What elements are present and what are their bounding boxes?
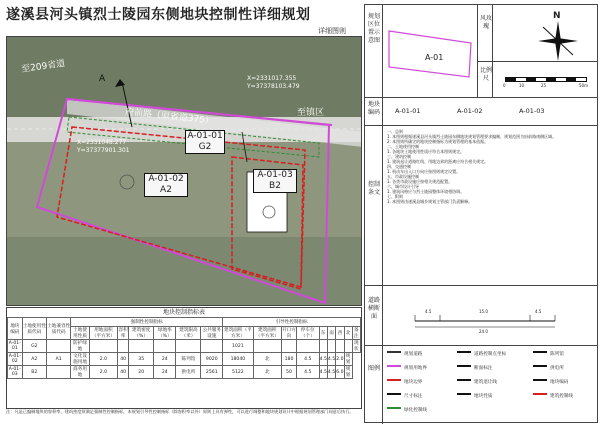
legend-label: 陈列馆 (550, 352, 564, 357)
table-header-cell: 建筑密度（%） (129, 327, 154, 340)
legend-item (533, 365, 564, 371)
table-note: 注：凡是已编制地块的容积率、建筑密度须满足强制性控制指标，本规划引导性控制指标（除容积率以外）原则上具有弹性，可以进行调整和地块规划设计中根据规划管理部门同意后执行。 (6, 409, 354, 414)
legend-label: 绿化控制线 (404, 408, 427, 413)
label-location: 规划区位置示意图 (367, 13, 380, 44)
article-line: 六、城市设计引导 (387, 184, 419, 189)
scale-tick-50: 50m (579, 83, 588, 88)
table-cell: 180 (281, 353, 296, 366)
scale-tick-10: 10 (519, 83, 525, 88)
compass-north: N (553, 11, 561, 21)
code-a-01-02: A-01-02 (457, 107, 483, 115)
table-header-cell: 建筑限高（米） (176, 327, 201, 340)
table-cell: A-01-03 (8, 367, 21, 377)
table-header-cell: 建筑面积（平方米） (224, 328, 252, 339)
table-cell: 文化设施用地 (71, 353, 89, 366)
scale-tick-25: 25 (541, 83, 547, 88)
legend-item (533, 351, 564, 357)
section-marker-a: A (99, 74, 106, 84)
section-dim-right: 4.5 (535, 309, 542, 314)
article-line: 1. 各地块土地使用性质应符合本图则规定。 (387, 149, 465, 154)
article-line: 三、建筑控制 (387, 154, 411, 159)
legend-label: 建筑退让线 (474, 380, 497, 385)
legend-label: 尺寸标注 (404, 394, 423, 399)
table-header-cell: 南 (327, 327, 335, 340)
coord-2-x: X=2331048.277 (77, 139, 127, 146)
table-header-cell: 北 (344, 327, 352, 340)
label-scale: 比例尺 (479, 67, 492, 82)
label-section: 道路横断面 (367, 297, 380, 320)
table-cell: 4.5 (297, 353, 320, 366)
legend-swatch (457, 351, 471, 356)
table-group-header: 强制性控制指标 (71, 318, 223, 327)
table-cell: G2 (22, 340, 46, 353)
lot-type: B2 (269, 181, 281, 191)
table-cell: 4.5 (319, 366, 327, 379)
table-header-cell: 东 (319, 327, 327, 340)
legend-item (387, 407, 427, 413)
lot-a-01-02[interactable] (144, 173, 188, 197)
table-cell: 2.0 (336, 353, 344, 366)
legend-label: 建筑控制线 (550, 394, 573, 399)
table-cell: 4.5 (327, 366, 335, 379)
article-line: 1. 本图则根据遂溪县河头镇烈士陵园东侧地块规划管理要求编制，规划范围为府前路南侧区域。 (387, 134, 557, 139)
legend-swatch (533, 379, 547, 384)
road-label-209: 至209省道 (20, 58, 66, 76)
table-cell (327, 340, 335, 353)
table-cell (47, 366, 71, 379)
table-cell: A-01-01 (8, 341, 21, 351)
table-cell: 北 (253, 366, 281, 379)
table-cell: 2.0 (89, 366, 117, 379)
lot-code: A-01-03 (257, 170, 293, 180)
coord-2-y: Y=37377901.301 (77, 147, 130, 154)
article-line: 七、附则 (387, 194, 403, 199)
coord-1-x: X=2331017.355 (247, 75, 297, 82)
table-cell: 40 (118, 353, 129, 366)
legend-item (457, 351, 506, 357)
table-cell: 4.5 (319, 353, 327, 366)
table-cell: B2 (22, 366, 46, 379)
table-cell: A1 (47, 353, 71, 366)
legend-swatch (457, 379, 471, 384)
table-cell: A2 (22, 353, 46, 366)
legend-item (457, 379, 497, 385)
table-cell (336, 340, 344, 353)
table-cell: 供电所 (176, 366, 201, 379)
table-header-cell: 建筑面积（平方米） (253, 327, 281, 340)
table-cell: 2.0 (89, 353, 117, 366)
table-cell (281, 340, 296, 353)
legend-item (457, 365, 492, 371)
table-cell: 陈列馆 (176, 353, 201, 366)
legend-item (533, 393, 573, 399)
label-legend: 图例 (367, 365, 380, 372)
table-cell: 50 (281, 366, 296, 379)
coord-1-y: Y=37378103.479 (247, 83, 300, 90)
article-line: 1. 建筑退让道路红线、用地边界的距离应符合相关规定。 (387, 159, 489, 164)
code-a-01-01: A-01-01 (395, 107, 421, 115)
table-cell: A-01-02 (8, 354, 21, 364)
control-index-table (6, 307, 362, 409)
lot-type: A2 (160, 185, 172, 195)
legend-label: 地块边界 (404, 380, 423, 385)
table-cell: 24 (154, 366, 176, 379)
legend-item (387, 351, 422, 357)
table-cell: 规划 (345, 354, 351, 365)
legend-label: 地块编码 (550, 380, 569, 385)
legend-item (387, 393, 422, 399)
legend-item (387, 379, 422, 385)
legend-swatch (457, 393, 471, 398)
code-a-01-03: A-01-03 (519, 107, 545, 115)
table-header-cell: 用地面积（平方米） (89, 327, 117, 340)
table-header-cell: 开口方向 (282, 328, 296, 339)
label-wind-rose: 风玫瑰 (479, 15, 492, 30)
road-section-drawing (405, 301, 565, 331)
table-cell: 1021 (223, 340, 254, 353)
article-line: 1. 本图则由遂溪县城乡规划主管部门负责解释。 (387, 199, 473, 204)
section-dim-left: 4.5 (425, 309, 432, 314)
legend-swatch (387, 407, 401, 412)
table-row (8, 366, 361, 379)
article-line: 四、交通控制 (387, 164, 411, 169)
article-line: 一、总则 (387, 129, 403, 134)
table-caption: 地块控制指标表 (162, 309, 205, 316)
table-cell: 4.5 (327, 353, 335, 366)
label-lot-codes: 地块编码 (367, 101, 380, 116)
table-header-cell: 容积率 (118, 328, 128, 339)
table-cell (89, 340, 117, 353)
table-header-cell: 土地使用性质代码 (22, 318, 46, 340)
table-cell: 商务用地 (71, 366, 89, 379)
table-cell: 18040 (223, 353, 254, 366)
legend-swatch (387, 379, 401, 384)
legend-label: 地块性质 (474, 394, 493, 399)
article-line: 1. 机动车出入口方向应按图则规定设置。 (387, 169, 461, 174)
table-cell: 5122 (223, 366, 254, 379)
table-cell: 35 (129, 353, 154, 366)
legend-label: 断面标注 (474, 366, 493, 371)
table-cell (176, 340, 201, 353)
article-line: 二、土地使用控制 (387, 144, 419, 149)
table-cell (154, 340, 176, 353)
table-row (8, 353, 361, 366)
table-cell: 9020 (201, 353, 223, 366)
table-cell: 4.5 (297, 366, 320, 379)
table-header-cell: 土地兼容性质代码 (47, 318, 71, 340)
table-cell: 规划 (345, 367, 351, 378)
table-row (8, 340, 361, 353)
article-line: 1. 建筑风格应与烈士陵园整体环境相协调。 (387, 189, 465, 194)
table-cell: 40 (118, 366, 129, 379)
legend-swatch (387, 393, 401, 398)
road-label-fuqian: 府前路（原省道375） (124, 107, 215, 127)
page-subtitle: 详细图则 (318, 27, 346, 35)
table-group-header: 引导性控制指标 (223, 318, 361, 327)
table-header-cell: 土地使用性质 (71, 327, 89, 340)
table-cell: 6.0 (336, 366, 344, 379)
lot-code: A-01-01 (187, 131, 223, 141)
page-title: 遂溪县河头镇烈士陵园东侧地块控制性详细规划 (6, 7, 311, 23)
table-cell: 防护绿地 (71, 340, 89, 353)
index-table (7, 317, 361, 379)
table-cell: 北 (253, 353, 281, 366)
legend-swatch (533, 351, 547, 356)
site-plan-graphics (7, 37, 362, 306)
wind-rose-icon (533, 21, 583, 61)
legend-swatch (457, 365, 471, 370)
lot-a-01-03[interactable] (253, 169, 297, 193)
table-cell (319, 340, 327, 353)
legend-label: 规划用地界 (404, 366, 427, 371)
lot-a-01-01[interactable] (185, 130, 225, 154)
table-header-cell: 备注 (354, 328, 359, 339)
article-line: 1. 各类市政设施应按相关规范配置。 (387, 179, 453, 184)
legend-item (457, 393, 492, 399)
lot-type: G2 (198, 142, 212, 152)
scale-bar (505, 77, 587, 82)
control-articles (387, 129, 593, 204)
legend-swatch (387, 351, 401, 356)
legend-swatch (387, 365, 401, 370)
table-cell (201, 340, 223, 353)
table-header-cell: 绿地率（%） (154, 327, 176, 340)
table-cell (129, 340, 154, 353)
location-label: A-01 (425, 53, 444, 62)
legend-item (387, 365, 427, 371)
legend-label: 规划道路 (404, 352, 423, 357)
lot-code: A-01-02 (148, 174, 184, 184)
table-cell (47, 340, 71, 353)
label-articles: 控制条文 (367, 181, 380, 196)
road-label-town: 至镇区 (297, 108, 325, 118)
article-line: 2. 本图则所确定的地块控制指标为规划管理的基本依据。 (387, 139, 489, 144)
legend-label: 供电所 (550, 366, 564, 371)
table-cell (118, 340, 129, 353)
site-plan-map (6, 36, 362, 306)
table-header-cell: 地块编码 (8, 318, 23, 340)
legend-item (533, 379, 568, 385)
table-cell (297, 340, 320, 353)
table-cell: 2561 (201, 366, 223, 379)
section-dim-middle: 15.0 (479, 309, 488, 314)
article-line: 五、市政设施控制 (387, 174, 419, 179)
table-header-cell: 停车位（个） (297, 327, 320, 340)
legend-label: 道路控制点坐标 (474, 352, 507, 357)
legend-swatch (533, 393, 547, 398)
table-cell: 24 (154, 353, 176, 366)
table-cell: 现状 (354, 341, 359, 352)
table-header-cell: 公共服务设施 (202, 328, 221, 339)
section-total: 24.0 (479, 329, 488, 334)
table-cell (344, 340, 352, 353)
table-cell (253, 340, 281, 353)
legend-swatch (533, 365, 547, 370)
table-cell: 20 (129, 366, 154, 379)
scale-tick-0: 0 (503, 83, 506, 88)
info-panel (364, 4, 598, 423)
table-header-cell: 西 (336, 327, 344, 340)
